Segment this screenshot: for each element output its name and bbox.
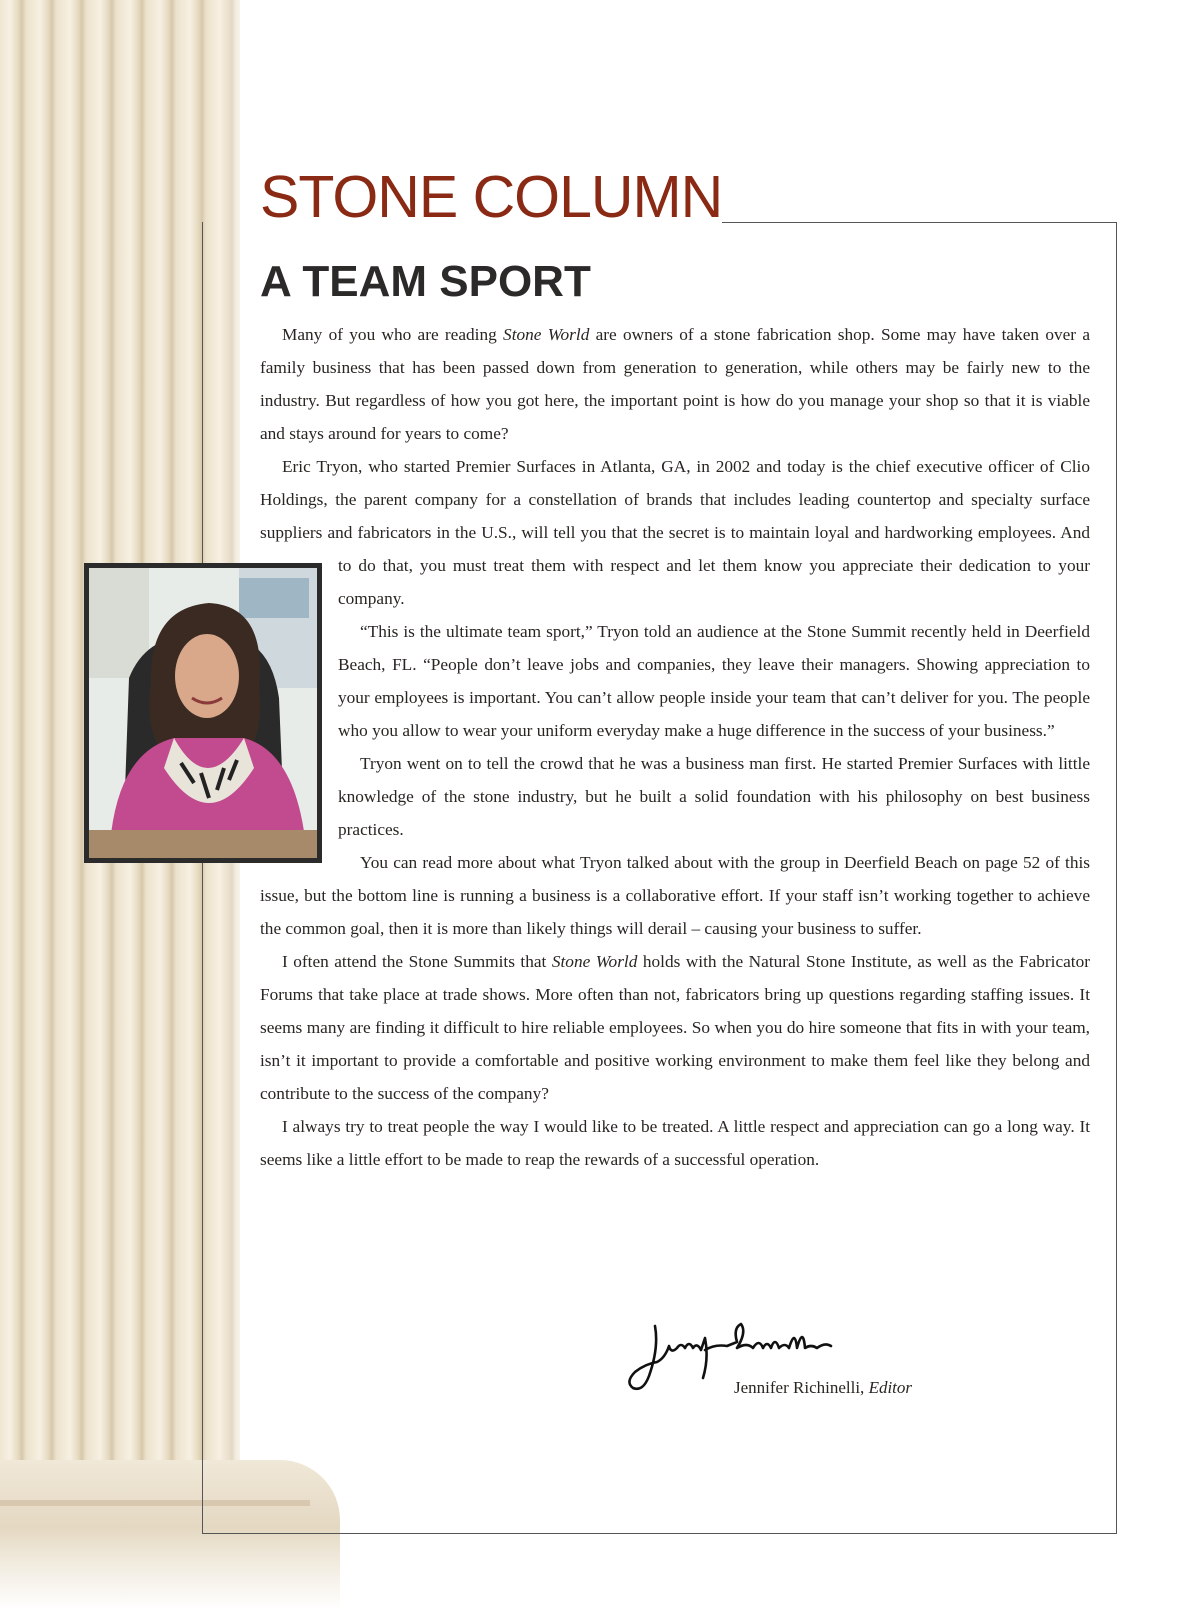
editor-signoff [734, 1378, 912, 1398]
article-paragraph-1 [260, 318, 1090, 450]
editor-role: Editor [868, 1378, 913, 1397]
article-body [260, 318, 1090, 1176]
frame-top-rule [722, 222, 1116, 223]
p1-text-a: Many of you who are reading [282, 325, 504, 344]
article-paragraph-5: You can read more about what Tryon talked about with the group in Deerfield Beach on page 52 of this issue, but the bottom line is running a business is a collaborative effort. If your staff isn’t working together to achieve the common goal, then it is more than likely things will derail – causing your business to suffer. [260, 853, 1090, 938]
article-paragraph-7: I always try to treat people the way I would like to be treated. A little respect and appreciation can go a long way. It seems like a little effort to be made to reap the rewards of a successful operation. [260, 1117, 1090, 1169]
headline: A TEAM SPORT [260, 257, 591, 306]
article-paragraph-6 [260, 945, 1090, 1110]
article-paragraph-3: “This is the ultimate team sport,” Tryon told an audience at the Stone Summit recently held in Deerfield Beach, FL. “People don’t leave jobs and companies, they leave their managers. Showing appreciation to your employees is important. You can’t allow people inside your team that can’t deliver for you. The people who you allow to wear your uniform everyday make a huge difference in the success of your business.” [338, 622, 1090, 740]
p6-text-b: holds with the Natural Stone Institute, as well as the Fabricator Forums that take place at trade shows. More often than not, fabricators bring up questions regarding staffing issues. It seems many are finding it difficult to hire reliable employees. So when you do hire someone that fits in with your team, isn’t it important to provide a comfortable and positive working environment to make them feel like they belong and contribute to the success of the company? [260, 952, 1090, 1103]
p6-text-a: I often attend the Stone Summits that [282, 952, 552, 971]
p2-text: Eric Tryon, who started Premier Surfaces in Atlanta, GA, in 2002 and today is the chief executive officer of Clio Holdings, the parent company for a constellation of brands that includes leading countertop and specialty surface suppliers and fabricators in the U.S., will tell you that the secret is to maintain loyal and hardworking employees. And to do that, you must treat them with respect and let them know you appreciate their dedication to your company. [260, 457, 1090, 608]
article-paragraph-4: Tryon went on to tell the crowd that he was a business man first. He started Premier Surfaces with little knowledge of the stone industry, but he built a solid foundation with his philosophy on best business practices. [338, 754, 1090, 839]
article-paragraph-2 [260, 450, 1090, 615]
publication-name-2: Stone World [551, 952, 638, 971]
section-title: STONE COLUMN [260, 164, 723, 230]
p1-text-b: are owners of a stone fabrication shop. Some may have taken over a family business that has been passed down from generation to generation, while others may be fairly new to the industry. But regardless of how you got here, the important point is how do you manage your shop so that it is viable and stays around for years to come? [260, 325, 1090, 443]
publication-name: Stone World [503, 325, 590, 344]
editor-name: Jennifer Richinelli, [734, 1378, 865, 1397]
